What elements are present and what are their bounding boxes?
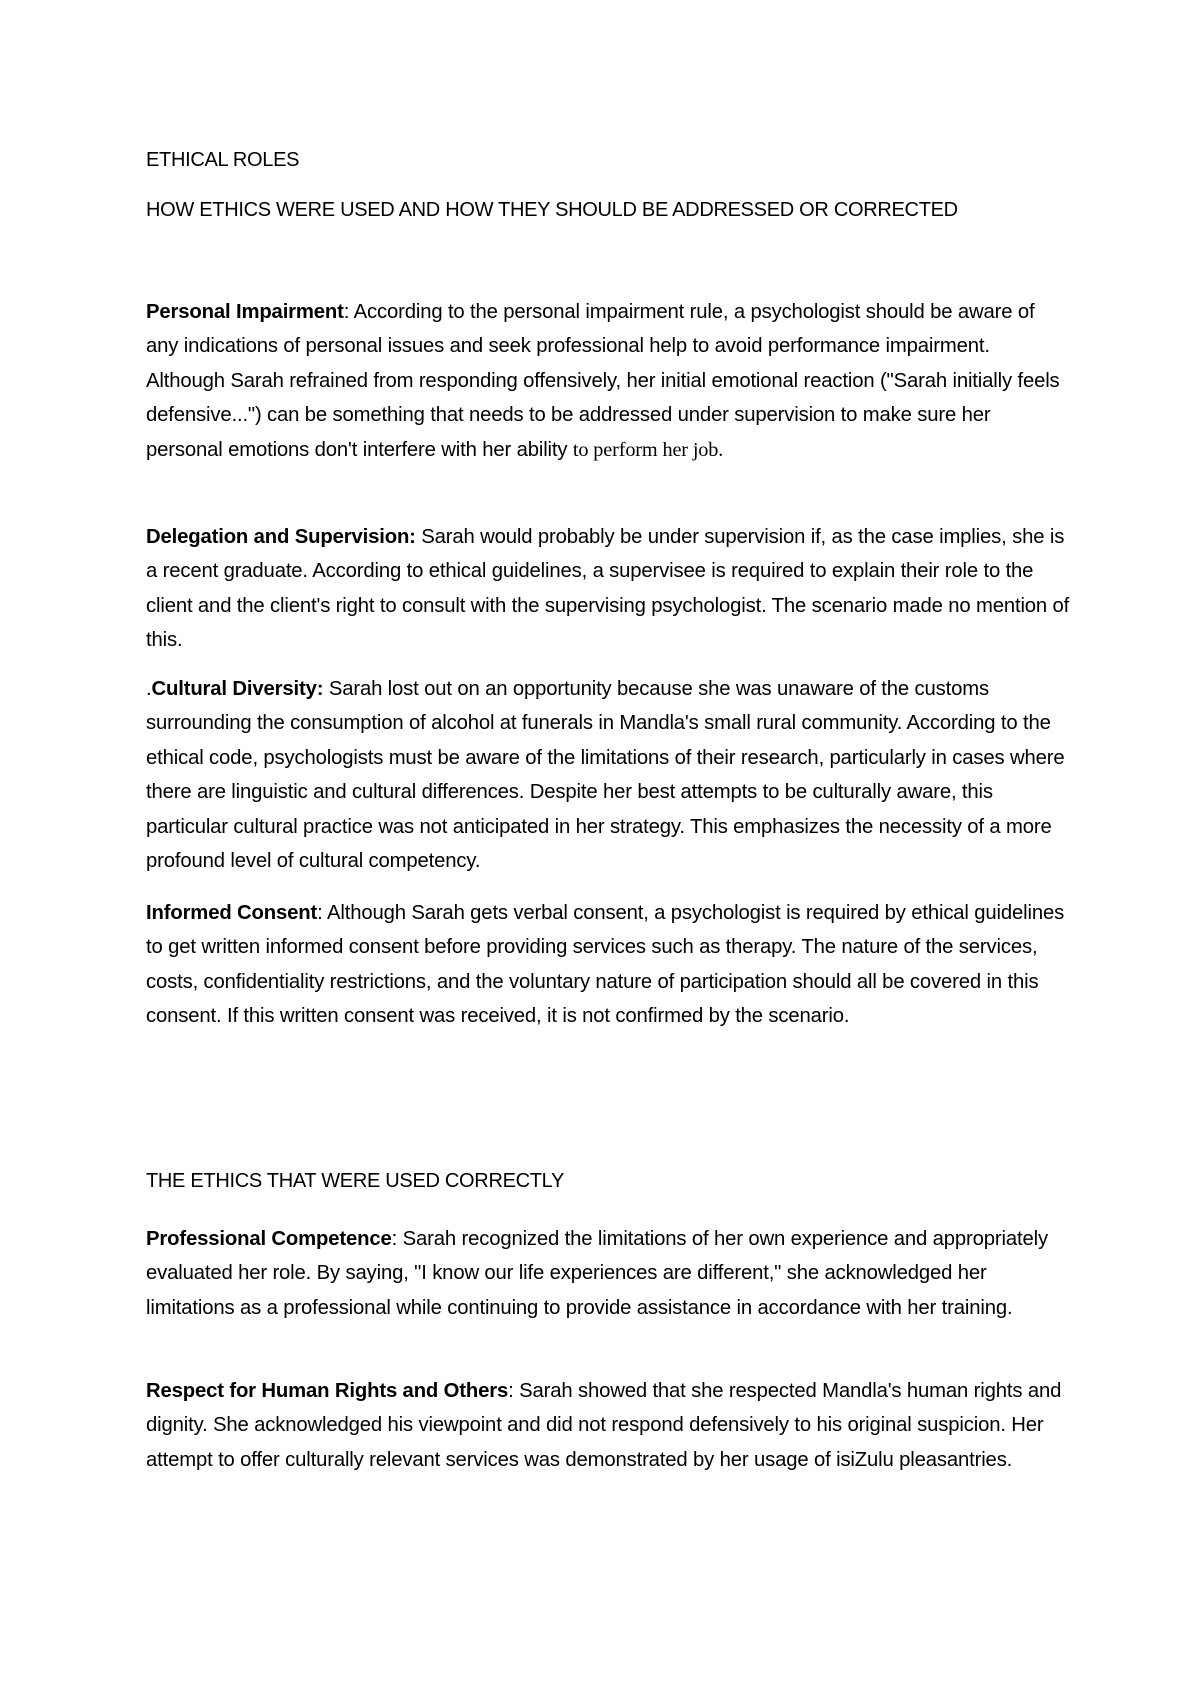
paragraph-respect-human-rights bbox=[146, 1374, 1071, 1477]
paragraph-text: : Although Sarah gets verbal consent, a psychologist is required by ethical guidelines to get written informed consent before providing services such as therapy. The nature of the services, costs, confidentiality restrictions, and the voluntary nature of participation should all be covered in this consent. If this written consent was received, it is not confirmed by the scenario. bbox=[146, 902, 1065, 1028]
paragraph-text: Sarah would probably be under supervision if, as the case implies, she is a recent graduate. According to ethical guidelines, a supervisee is required to explain their role to the client and the client's right to consult with the supervising psychologist. The scenario made no mention of this. bbox=[146, 526, 1070, 652]
paragraph-informed-consent bbox=[146, 896, 1071, 1034]
term-cultural-diversity: Cultural Diversity: bbox=[151, 678, 324, 700]
paragraph-delegation-supervision bbox=[146, 520, 1071, 658]
paragraph-cultural-diversity bbox=[146, 672, 1071, 878]
document-subtitle: HOW ETHICS WERE USED AND HOW THEY SHOULD BE ADDRESSED OR CORRECTED bbox=[146, 199, 958, 221]
term-delegation-supervision: Delegation and Supervision: bbox=[146, 526, 416, 548]
paragraph-text: : Sarah recognized the limitations of her own experience and appropriately evaluated her role. By saying, "I know our life experiences are different," she acknowledged her limitations as a professional while continuing to provide assistance in accordance with her training. bbox=[146, 1228, 1048, 1319]
paragraph-text: : Sarah showed that she respected Mandla's human rights and dignity. She acknowledged his viewpoint and did not respond defensively to his original suspicion. Her attempt to offer culturally relevant services was demonstrated by her usage of isiZulu pleasantries. bbox=[146, 1380, 1062, 1471]
term-informed-consent: Informed Consent bbox=[146, 902, 318, 924]
document-title: ETHICAL ROLES bbox=[146, 149, 300, 171]
paragraph-prefix: . bbox=[146, 678, 152, 700]
paragraph-text: Sarah lost out on an opportunity because she was unaware of the customs surrounding the consumption of alcohol at funerals in Mandla's small rural community. According to the ethical code, psychologists must be aware of the limitations of their research, particularly in cases where there are linguistic and cultural differences. Despite her best attempts to be culturally aware, this particular cultural practice was not anticipated in her strategy. This emphasizes the necessity of a more profound level of cultural competency. bbox=[146, 678, 1065, 873]
term-respect-human-rights: Respect for Human Rights and Others bbox=[146, 1380, 509, 1402]
paragraph-text-tail: to perform her job. bbox=[572, 438, 724, 461]
section-heading-used-correctly: THE ETHICS THAT WERE USED CORRECTLY bbox=[146, 1170, 565, 1192]
term-personal-impairment: Personal Impairment bbox=[146, 301, 344, 323]
term-professional-competence: Professional Competence bbox=[146, 1228, 392, 1250]
paragraph-professional-competence bbox=[146, 1222, 1071, 1325]
paragraph-personal-impairment bbox=[146, 295, 1071, 467]
paragraph-text: : According to the personal impairment rule, a psychologist should be aware of any indications of personal issues and seek professional help to avoid performance impairment. Although Sarah refrained from responding offensively, her initial emotional reaction ("Sarah initially feels defensive...") can be something that needs to be addressed under supervision to make sure her personal emotions don't interfere with her ability bbox=[146, 301, 1060, 461]
